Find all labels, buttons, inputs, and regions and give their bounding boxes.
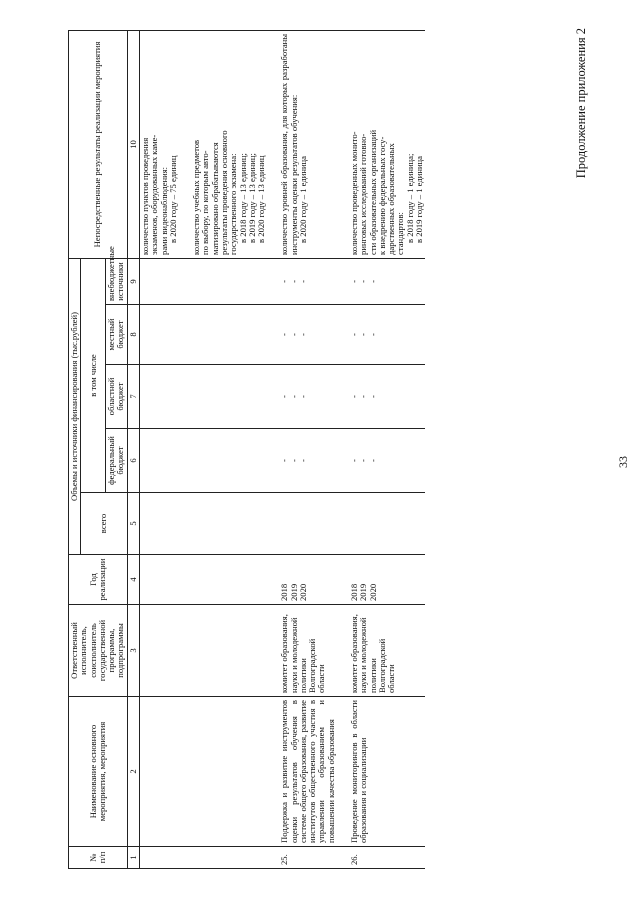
table-row <box>139 30 179 868</box>
col-number: 1 <box>127 847 139 869</box>
col-number: 9 <box>127 258 139 304</box>
header-federal: федеральный бюджет <box>106 429 128 493</box>
dash-value: - <box>288 459 299 462</box>
result-line: количество пунктов проведения <box>139 137 150 255</box>
activity-name: Проведение мониторингов в области образования и социализации <box>349 697 425 847</box>
years-cell <box>279 555 337 605</box>
federal-values <box>279 429 337 493</box>
executor: комитет образования, науки и молодежной политики Волгоградской области <box>279 605 337 697</box>
dash-value: - <box>358 395 369 398</box>
federal-values <box>349 429 425 493</box>
appendix-title: Продолжение приложения 2 <box>574 28 588 179</box>
col-number: 6 <box>127 429 139 493</box>
header-funding: Объемы и источники финансирования (тыс.рублей) <box>69 258 81 554</box>
year: 2019 <box>288 583 299 601</box>
year: 2018 <box>279 583 290 601</box>
header-extrabudget: внебюджетные источники <box>106 258 128 304</box>
program-table <box>68 30 425 869</box>
result-line: дарственных образовательных <box>386 143 397 255</box>
dash-value: - <box>349 459 360 462</box>
dash-value: - <box>288 333 299 336</box>
page-number: 33 <box>616 456 630 468</box>
dash-value: - <box>297 280 308 283</box>
local-values <box>279 305 337 365</box>
table-row <box>349 30 425 868</box>
result-line: в 2018 году – 1 единица; <box>404 153 415 243</box>
result-line: количество уровней образования, для которых разработаны инструменты оценки результатов обучения: <box>279 33 299 255</box>
local-values <box>349 305 425 365</box>
col-number: 7 <box>127 365 139 429</box>
header-executor: Ответственный исполнитель, соисполнитель государственной программы, подпрограммы <box>69 605 128 697</box>
result-line: рами видеонаблюдения: <box>158 166 169 255</box>
executor: комитет образования, науки и молодежной политики Волгоградской области <box>349 605 425 697</box>
header-regional: областной бюджет <box>106 365 128 429</box>
dash-value: - <box>358 280 369 283</box>
row-number: 25. <box>279 847 337 869</box>
result-line: стандартов: <box>395 212 406 255</box>
dash-value: - <box>297 333 308 336</box>
dash-value: - <box>297 395 308 398</box>
dash-value: - <box>288 395 299 398</box>
dash-value: - <box>367 280 378 283</box>
header-num: № п/п <box>69 847 128 869</box>
extrabudget-values <box>349 258 425 304</box>
result-line: в 2018 году – 13 единиц; <box>237 153 248 243</box>
result-line: государственного экзамена: <box>228 153 239 255</box>
result-line: по выбору, по которым авто- <box>200 150 211 255</box>
header-year: Год реализации <box>69 555 128 605</box>
result-line: к внедрению федеральных госу- <box>376 136 387 255</box>
dash-value: - <box>297 459 308 462</box>
col-number: 4 <box>127 555 139 605</box>
result-line: экзаменов, оборудованных каме- <box>149 134 160 255</box>
dash-value: - <box>279 395 290 398</box>
year: 2020 <box>367 583 378 601</box>
dash-value: - <box>358 459 369 462</box>
regional-values <box>279 365 337 429</box>
result-cell <box>279 30 337 258</box>
result-cell <box>139 30 179 258</box>
result-line: в 2020 году – 75 единиц <box>167 155 178 243</box>
result-line: в 2020 году – 1 единица <box>297 156 308 243</box>
year: 2019 <box>358 583 369 601</box>
col-number: 2 <box>127 697 139 847</box>
result-line: матизировано обрабатываются <box>209 142 220 255</box>
years-cell <box>349 555 425 605</box>
header-result: Непосредственные результаты реализации мероприятия <box>69 30 128 258</box>
table-row <box>279 30 337 868</box>
dash-value: - <box>349 395 360 398</box>
year: 2018 <box>349 583 360 601</box>
header-total: всего <box>81 493 127 555</box>
row-number: 26. <box>349 847 425 869</box>
result-line: количество учебных предметов <box>191 139 202 255</box>
table-row <box>191 30 267 868</box>
header-name: Наименование основного мероприятия, мероприятия <box>69 697 128 847</box>
dash-value: - <box>367 459 378 462</box>
col-number: 10 <box>127 30 139 258</box>
result-cell <box>349 30 425 258</box>
regional-values <box>349 365 425 429</box>
dash-value: - <box>279 333 290 336</box>
activity-name: Поддержка и развитие инструментов оценки результатов обучения в системе общего образования, развитие институтов общественного участия в управлении образованием и повышении качества образования <box>279 697 337 847</box>
result-line: в 2020 году – 13 единиц <box>256 155 267 243</box>
result-cell <box>191 30 267 258</box>
header-local: местный бюджет <box>106 305 128 365</box>
dash-value: - <box>349 280 360 283</box>
dash-value: - <box>279 280 290 283</box>
dash-value: - <box>358 333 369 336</box>
dash-value: - <box>279 459 290 462</box>
dash-value: - <box>367 395 378 398</box>
result-line: ринговых исследований готовно- <box>358 133 369 255</box>
result-line: в 2019 году – 13 единиц; <box>246 153 257 243</box>
result-line: в 2019 году – 1 единица <box>414 156 424 243</box>
col-number: 3 <box>127 605 139 697</box>
year: 2020 <box>297 583 308 601</box>
col-number: 5 <box>127 493 139 555</box>
dash-value: - <box>349 333 360 336</box>
extrabudget-values <box>279 258 337 304</box>
result-line: количество проведенных монито- <box>349 131 360 255</box>
dash-value: - <box>367 333 378 336</box>
result-line: сти образовательных организаций <box>367 129 378 255</box>
result-line: результаты проведения основного <box>218 130 229 255</box>
col-number: 8 <box>127 305 139 365</box>
header-including: в том числе <box>81 258 106 492</box>
dash-value: - <box>288 280 299 283</box>
